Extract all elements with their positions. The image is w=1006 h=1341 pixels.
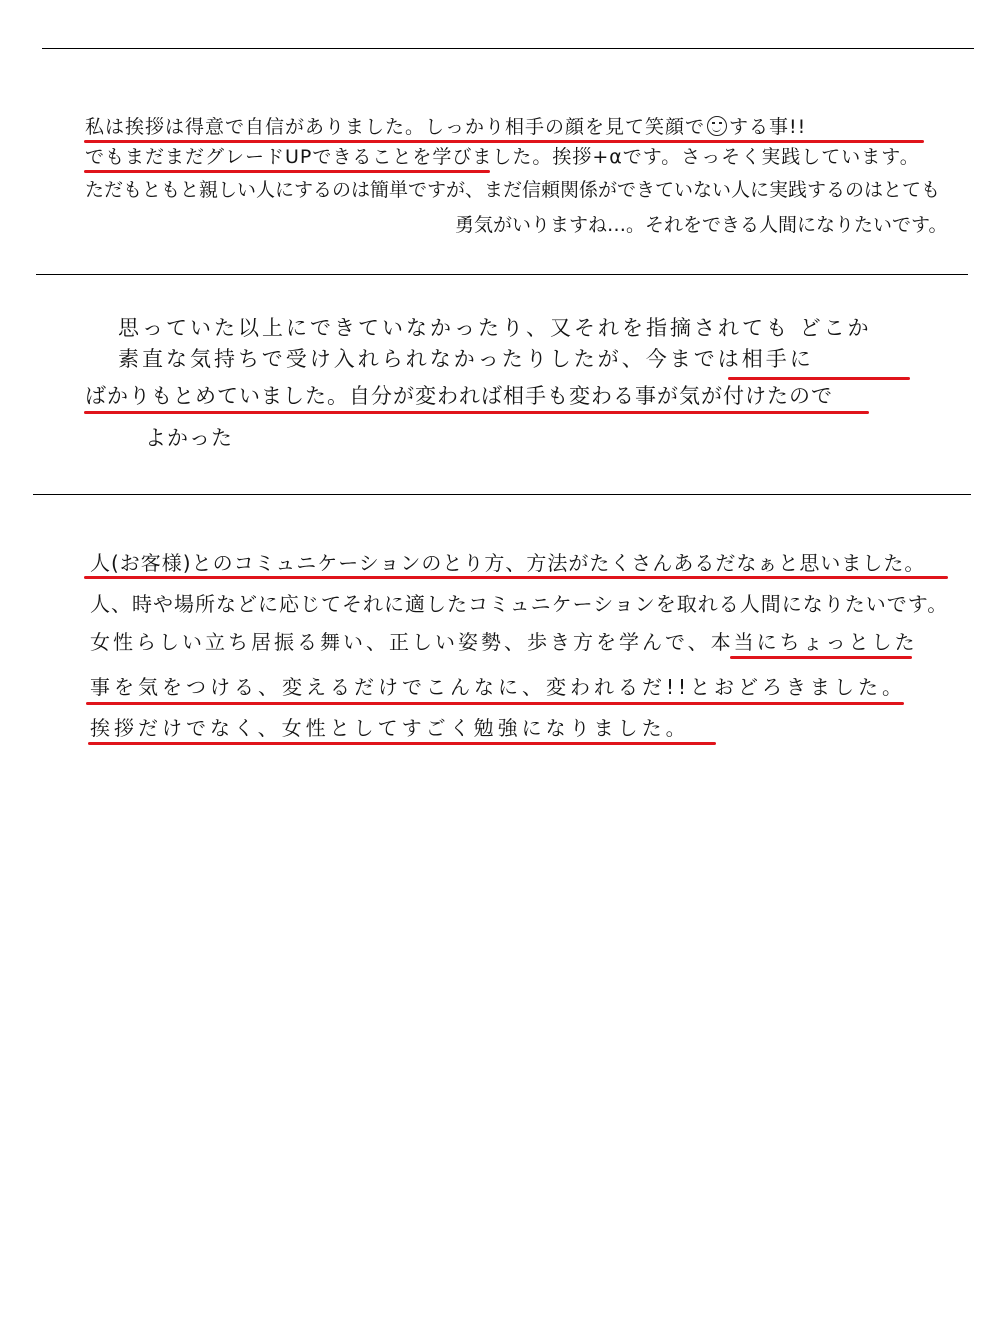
section-1-line-3: ただもともと親しい人にするのは簡単ですが、まだ信頼関係ができていない人に実践するのはとても [85, 179, 941, 201]
section-2-line-4: よかった [145, 426, 233, 450]
section-3-line-1: 人(お客様)とのコミュニケーションのとり方、方法がたくさんあるだなぁと思いました。 [90, 551, 926, 575]
underline [84, 411, 869, 414]
section-1-line-1-part-2: する事!! [729, 116, 807, 138]
underline [88, 742, 716, 745]
section-1-line-1 [85, 116, 806, 137]
section-1-line-4: 勇気がいりますね…。それをできる人間になりたいです。 [455, 214, 948, 236]
rule-section-2-3 [33, 494, 971, 495]
section-1-line-2: でもまだまだグレードUPできることを学びました。挨拶+αです。さっそく実践しています。 [85, 146, 920, 168]
section-2-line-2: 素直な気持ちで受け入れられなかったりしたが、今までは相手に [118, 347, 814, 371]
section-2-line-1: 思っていた以上にできていなかったり、又それを指摘されても どこか [118, 316, 872, 340]
section-1-line-1-part-1: 私は挨拶は得意で自信がありました。しっかり相手の顔を見て笑顔で [85, 116, 706, 138]
section-3-line-3: 女性らしい立ち居振る舞い、正しい姿勢、歩き方を学んで、本当にちょっとした [90, 630, 918, 654]
smiley-face-icon [707, 116, 727, 136]
section-3-line-4: 事を気をつける、変えるだけでこんなに、変われるだ!!とおどろきました。 [90, 675, 907, 699]
section-3-line-2: 人、時や場所などに応じてそれに適したコミュニケーションを取れる人間になりたいです。 [90, 592, 949, 616]
underline [728, 377, 910, 380]
section-3-line-5: 挨拶だけでなく、女性としてすごく勉強になりました。 [90, 716, 690, 740]
rule-top [42, 48, 974, 49]
underline [730, 656, 912, 659]
underline [84, 170, 490, 173]
underline [86, 702, 904, 705]
rule-section-1-2 [36, 274, 968, 275]
section-2-line-3: ばかりもとめていました。自分が変われば相手も変わる事が気が付けたので [85, 384, 833, 408]
underline [84, 576, 948, 579]
underline [84, 140, 924, 143]
